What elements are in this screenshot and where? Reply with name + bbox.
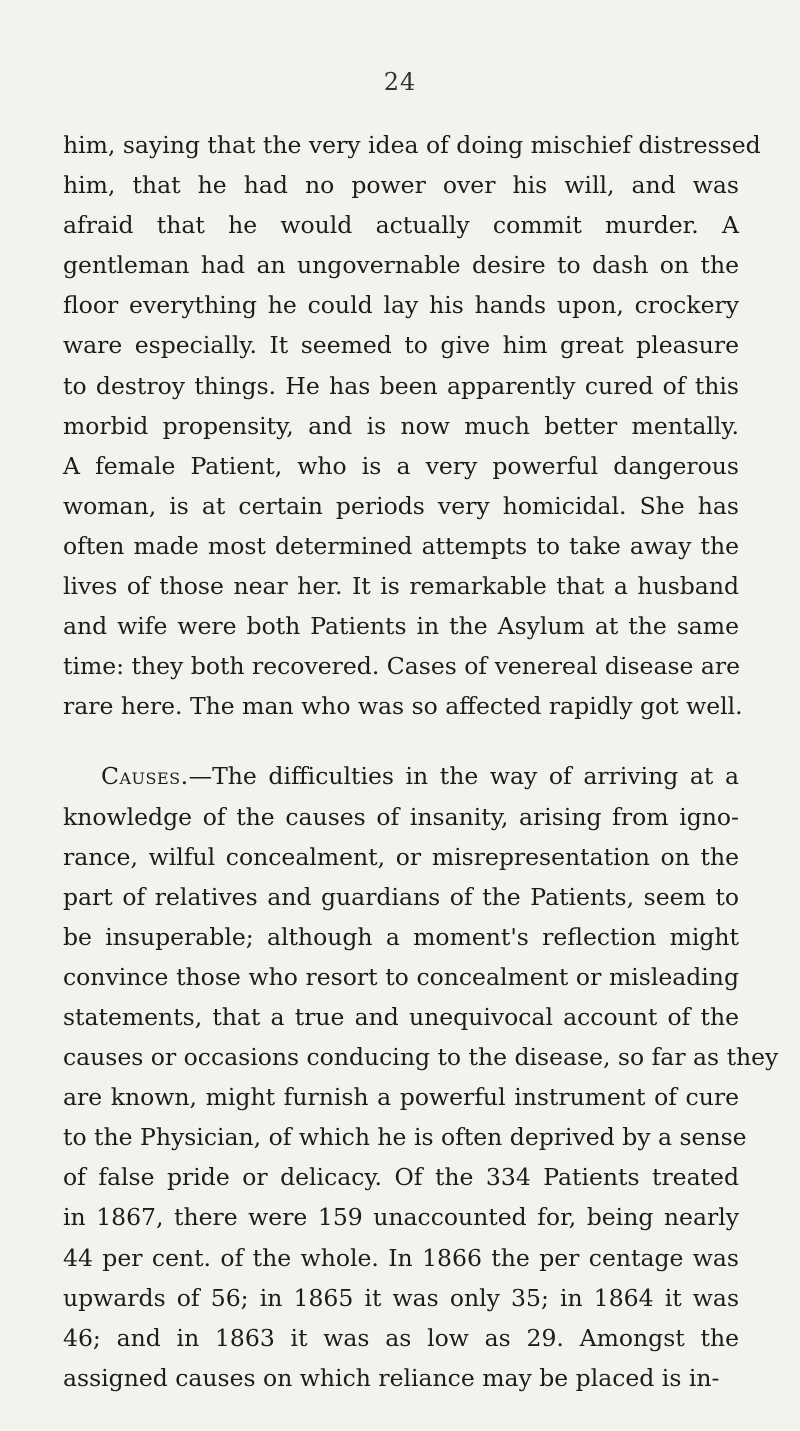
text-line: of false pride or delicacy. Of the 334 Patients treated xyxy=(63,1163,739,1192)
text-line: convince those who resort to concealment or misleading xyxy=(63,962,739,991)
text-line-rest: —The difficulties in the way of arriving at a xyxy=(188,762,739,791)
text-line: statements, that a true and unequivocal account of the xyxy=(63,1002,739,1031)
paragraph-case-histories xyxy=(63,125,761,726)
text-line: rare here. The man who was so affected rapidly got well. xyxy=(63,692,743,721)
text-line: floor everything he could lay his hands upon, crockery xyxy=(63,291,739,320)
text-line: to destroy things. He has been apparently cured of this xyxy=(63,371,739,400)
text-line: him, saying that the very idea of doing mischief distressed xyxy=(63,131,761,159)
text-line: time: they both recovered. Cases of venereal disease are xyxy=(63,652,741,681)
body-text xyxy=(63,125,779,1398)
text-line: rance, wilful concealment, or misrepresentation on the xyxy=(63,842,739,871)
text-line: often made most determined attempts to take away the xyxy=(63,531,739,560)
text-line: 44 per cent. of the whole. In 1866 the per centage was xyxy=(63,1243,739,1272)
text-line: causes or occasions conducing to the disease, so far as they xyxy=(63,1043,779,1072)
text-line-first xyxy=(63,756,739,796)
text-line: 46; and in 1863 it was as low as 29. Amongst the xyxy=(63,1323,739,1352)
text-line: woman, is at certain periods very homicidal. She has xyxy=(63,491,739,520)
text-line: assigned causes on which reliance may be placed is in- xyxy=(63,1363,720,1392)
text-line: him, that he had no power over his will, and was xyxy=(63,171,739,200)
text-line: be insuperable; although a moment's reflection might xyxy=(63,922,739,951)
text-line: gentleman had an ungovernable desire to dash on the xyxy=(63,251,739,280)
text-line: and wife were both Patients in the Asylum at the same xyxy=(63,612,739,641)
text-line: lives of those near her. It is remarkable that a husband xyxy=(63,572,739,601)
text-line: in 1867, there were 159 unaccounted for, being nearly xyxy=(63,1203,739,1232)
text-line: upwards of 56; in 1865 it was only 35; in 1864 it was xyxy=(63,1283,739,1312)
text-line: afraid that he would actually commit murder. A xyxy=(63,211,739,240)
text-line: knowledge of the causes of insanity, arising from igno- xyxy=(63,802,739,831)
text-line: ware especially. It seemed to give him great pleasure xyxy=(63,331,739,360)
text-line: to the Physician, of which he is often deprived by a sense xyxy=(63,1123,747,1152)
paragraph-gap xyxy=(63,726,739,756)
text-line: A female Patient, who is a very powerful dangerous xyxy=(63,451,739,480)
text-line: morbid propensity, and is now much better mentally. xyxy=(63,411,739,440)
text-line: part of relatives and guardians of the Patients, seem to xyxy=(63,882,739,911)
page-number: 24 xyxy=(383,68,417,96)
paragraph-causes xyxy=(63,756,779,1398)
section-heading-causes: Causes. xyxy=(101,762,189,791)
text-line: are known, might furnish a powerful instrument of cure xyxy=(63,1083,739,1112)
